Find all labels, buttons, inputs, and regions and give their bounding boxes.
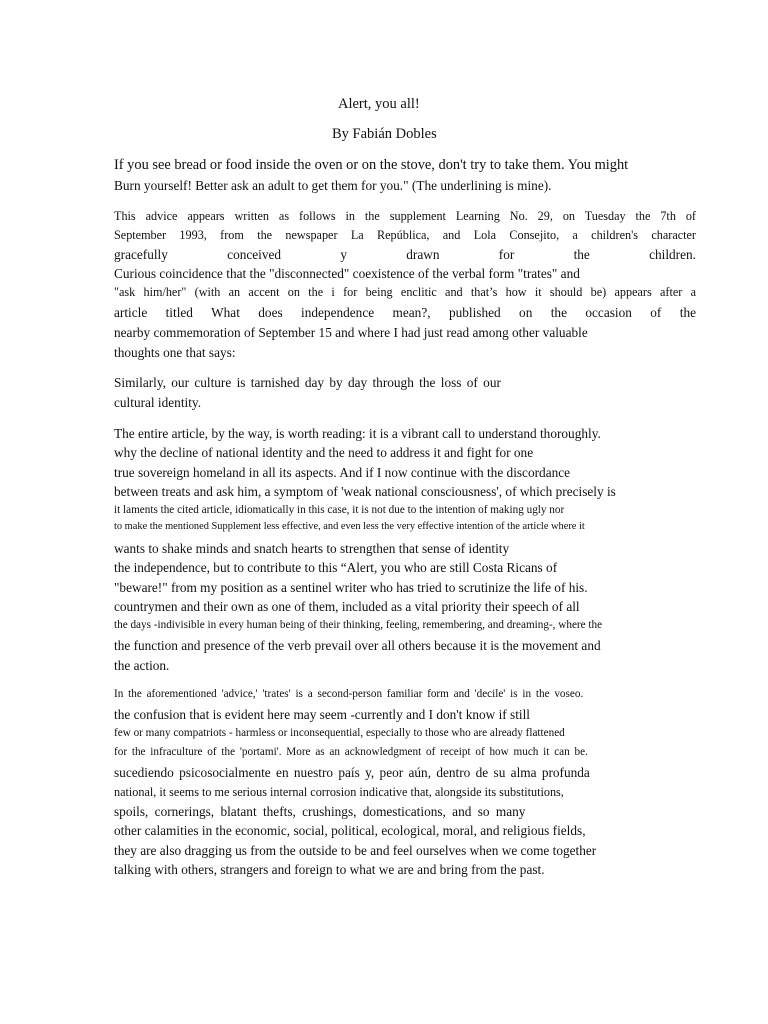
text-line: spoils, cornerings, blatant thefts, crushings, domestications, and so many <box>114 804 526 819</box>
text-line: gracefully conceived y drawn for the children. <box>114 247 696 262</box>
text-line: the function and presence of the verb prevail over all others because it is the movement and <box>114 638 601 653</box>
text-line: for the infraculture of the 'portami'. More as an acknowledgment of receipt of how much it can be. <box>114 746 588 758</box>
text-line: Curious coincidence that the "disconnected" coexistence of the verbal form "trates" and <box>114 266 580 281</box>
text-line: true sovereign homeland in all its aspects. And if I now continue with the discordance <box>114 465 571 480</box>
document-byline: By Fabián Dobles <box>332 126 437 142</box>
quote-line: cultural identity. <box>114 395 202 410</box>
text-line: national, it seems to me serious internal corrosion indicative that, alongside its substitutions, <box>114 785 564 799</box>
text-line: nearby commemoration of September 15 and where I had just read among other valuable <box>114 325 588 340</box>
text-line: The entire article, by the way, is worth reading: it is a vibrant call to understand thoroughly. <box>114 426 601 441</box>
text-line: why the decline of national identity and the need to address it and fight for one <box>114 445 534 460</box>
text-line: they are also dragging us from the outside to be and feel ourselves when we come together <box>114 843 597 858</box>
text-line: article titled What does independence mean?, published on the occasion of the <box>114 305 696 320</box>
text-line: the independence, but to contribute to this “Alert, you who are still Costa Ricans of <box>114 560 558 575</box>
text-line: the confusion that is evident here may seem -currently and I don't know if still <box>114 707 530 722</box>
text-line: thoughts one that says: <box>114 345 236 360</box>
text-line: Burn yourself! Better ask an adult to get them for you." (The underlining is mine). <box>114 178 552 193</box>
text-line: few or many compatriots - harmless or inconsequential, especially to those who are already flattened <box>114 727 565 739</box>
text-line: to make the mentioned Supplement less effective, and even less the very effective intention of the article where it <box>114 521 585 532</box>
text-line: it laments the cited article, idiomatically in this case, it is not due to the intention of making ugly nor <box>114 504 565 516</box>
text-line: If you see bread or food inside the oven or on the stove, don't try to take them. You might <box>114 157 629 173</box>
text-line: other calamities in the economic, social, political, ecological, moral, and religious fields, <box>114 823 586 838</box>
document-title: Alert, you all! <box>338 96 420 112</box>
text-line: In the aforementioned 'advice,' 'trates' is a second-person familiar form and 'decile' is in the voseo. <box>114 688 584 700</box>
text-line: between treats and ask him, a symptom of 'weak national consciousness', of which precisely is <box>114 484 616 499</box>
text-line: September 1993, from the newspaper La República, and Lola Consejito, a children's character <box>114 228 696 242</box>
text-line: countrymen and their own as one of them, included as a vital priority their speech of all <box>114 599 580 614</box>
text-line: This advice appears written as follows in the supplement Learning No. 29, on Tuesday the 7th of <box>114 209 696 223</box>
quote-line: Similarly, our culture is tarnished day by day through the loss of our <box>114 375 501 390</box>
text-line: the action. <box>114 658 170 673</box>
text-line: the days -indivisible in every human being of their thinking, feeling, remembering, and dreaming-, where the <box>114 619 603 631</box>
text-line: wants to shake minds and snatch hearts to strengthen that sense of identity <box>114 541 510 556</box>
text-line: talking with others, strangers and foreign to what we are and bring from the past. <box>114 862 545 877</box>
text-line: "ask him/her" (with an accent on the i for being enclitic and that’s how it should be) appears after a <box>114 285 696 299</box>
text-line: sucediendo psicosocialmente en nuestro país y, peor aún, dentro de su alma profunda <box>114 765 590 780</box>
text-line: "beware!" from my position as a sentinel writer who has tried to scrutinize the life of his. <box>114 580 588 595</box>
